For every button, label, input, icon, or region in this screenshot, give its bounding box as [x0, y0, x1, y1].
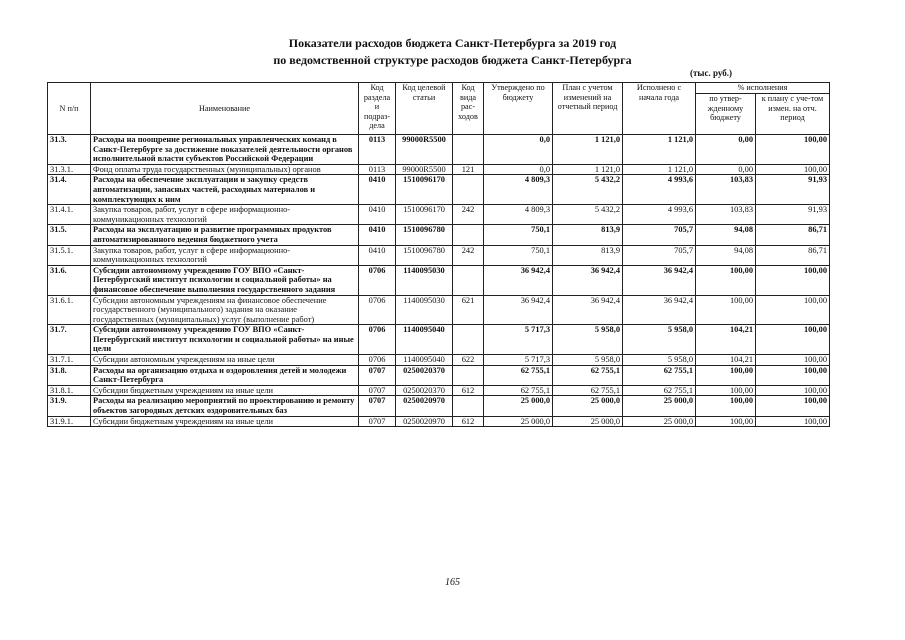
header-pct-plan: к плану с уче-том измен. на отч. период [756, 94, 830, 135]
row-name-cell: Расходы на реализацию мероприятий по проектированию и ремонту объектов загородных детских оздоровительных баз [91, 396, 359, 416]
row-number-cell: 31.7. [48, 325, 91, 355]
row-expense-type-cell [453, 175, 484, 205]
row-pct-budget-cell: 104,21 [696, 355, 756, 366]
row-executed-cell: 5 958,0 [623, 355, 696, 366]
table-row [48, 295, 830, 325]
row-name-cell: Закупка товаров, работ, услуг в сфере информационно-коммуникационных технологий [91, 205, 359, 225]
row-number-cell: 31.6. [48, 265, 91, 295]
table-body [48, 135, 830, 427]
table-row [48, 416, 830, 427]
row-approved-cell: 5 717,3 [484, 355, 553, 366]
row-name-cell: Субсидии автономному учреждению ГОУ ВПО «Санкт-Петербургский институт психологии и социальной работы» на финансовое обеспечение выполнения государственного задания [91, 265, 359, 295]
row-plan-cell: 62 755,1 [553, 365, 623, 385]
row-pct-plan-cell: 100,00 [756, 164, 830, 175]
page-number: 165 [445, 577, 460, 588]
table-row [48, 164, 830, 175]
row-executed-cell: 62 755,1 [623, 385, 696, 396]
row-expense-type-cell: 242 [453, 245, 484, 265]
row-pct-budget-cell: 94,08 [696, 225, 756, 245]
row-section-code-cell: 0706 [359, 355, 396, 366]
row-number-cell: 31.3. [48, 135, 91, 165]
row-pct-budget-cell: 100,00 [696, 396, 756, 416]
row-article-code-cell: 1140095040 [396, 355, 453, 366]
row-article-code-cell: 1140095040 [396, 325, 453, 355]
header-pct-budget: по утвер-жденному бюджету [696, 94, 756, 135]
row-number-cell: 31.9. [48, 396, 91, 416]
row-approved-cell: 0,0 [484, 135, 553, 165]
row-pct-plan-cell: 100,00 [756, 416, 830, 427]
row-section-code-cell: 0706 [359, 265, 396, 295]
header-pct-group: % исполнения [696, 83, 830, 94]
row-article-code-cell: 1510096170 [396, 175, 453, 205]
row-approved-cell: 62 755,1 [484, 385, 553, 396]
row-executed-cell: 5 958,0 [623, 325, 696, 355]
row-expense-type-cell: 242 [453, 205, 484, 225]
row-pct-budget-cell: 100,00 [696, 416, 756, 427]
row-expense-type-cell: 612 [453, 385, 484, 396]
row-number-cell: 31.6.1. [48, 295, 91, 325]
row-article-code-cell: 1510096780 [396, 225, 453, 245]
row-pct-plan-cell: 100,00 [756, 325, 830, 355]
row-plan-cell: 813,9 [553, 245, 623, 265]
row-approved-cell: 4 809,3 [484, 175, 553, 205]
row-pct-plan-cell: 86,71 [756, 245, 830, 265]
table-row [48, 135, 830, 165]
row-pct-plan-cell: 91,93 [756, 205, 830, 225]
row-section-code-cell: 0707 [359, 396, 396, 416]
row-pct-plan-cell: 100,00 [756, 385, 830, 396]
row-executed-cell: 36 942,4 [623, 295, 696, 325]
header-approved: Утверждено по бюджету [484, 83, 553, 135]
row-section-code-cell: 0410 [359, 245, 396, 265]
row-number-cell: 31.8. [48, 365, 91, 385]
row-approved-cell: 5 717,3 [484, 325, 553, 355]
report-title-line2: по ведомственной структуре расходов бюджета Санкт-Петербурга [273, 53, 632, 67]
row-section-code-cell: 0707 [359, 385, 396, 396]
table-row [48, 245, 830, 265]
row-article-code-cell: 1140095030 [396, 295, 453, 325]
row-name-cell: Субсидии бюджетным учреждениям на иные цели [91, 416, 359, 427]
header-article: Код целевой статьи [396, 83, 453, 135]
row-name-cell: Расходы на эксплуатацию и развитие программных продуктов автоматизированного ведения бюджетного учета [91, 225, 359, 245]
row-pct-plan-cell: 100,00 [756, 135, 830, 165]
row-expense-type-cell: 621 [453, 295, 484, 325]
row-executed-cell: 4 993,6 [623, 175, 696, 205]
row-approved-cell: 0,0 [484, 164, 553, 175]
row-pct-plan-cell: 100,00 [756, 295, 830, 325]
header-num: N п/п [48, 83, 91, 135]
row-section-code-cell: 0706 [359, 295, 396, 325]
row-name-cell: Субсидии автономному учреждению ГОУ ВПО «Санкт-Петербургский институт психологии и социальной работы» на иные цели [91, 325, 359, 355]
row-article-code-cell: 1510096170 [396, 205, 453, 225]
row-executed-cell: 1 121,0 [623, 164, 696, 175]
row-section-code-cell: 0410 [359, 225, 396, 245]
row-article-code-cell: 1510096780 [396, 245, 453, 265]
row-pct-budget-cell: 0,00 [696, 135, 756, 165]
row-number-cell: 31.5.1. [48, 245, 91, 265]
header-type: Код вида рас-ходов [453, 83, 484, 135]
row-approved-cell: 36 942,4 [484, 265, 553, 295]
table-row [48, 175, 830, 205]
header-section: Код раздела и подраз-дела [359, 83, 396, 135]
row-section-code-cell: 0113 [359, 135, 396, 165]
row-executed-cell: 36 942,4 [623, 265, 696, 295]
row-expense-type-cell: 622 [453, 355, 484, 366]
row-pct-budget-cell: 100,00 [696, 365, 756, 385]
header-plan: План с учетом изменений на отчетный период [553, 83, 623, 135]
row-article-code-cell: 0250020370 [396, 385, 453, 396]
row-name-cell: Расходы на обеспечение эксплуатации и закупку средств автоматизации, запасных частей, расходных материалов и комплектующих к ним [91, 175, 359, 205]
row-plan-cell: 5 958,0 [553, 355, 623, 366]
row-pct-plan-cell: 86,71 [756, 225, 830, 245]
row-number-cell: 31.8.1. [48, 385, 91, 396]
row-pct-plan-cell: 100,00 [756, 355, 830, 366]
row-approved-cell: 750,1 [484, 245, 553, 265]
row-section-code-cell: 0410 [359, 175, 396, 205]
row-name-cell: Субсидии бюджетным учреждениям на иные цели [91, 385, 359, 396]
row-approved-cell: 25 000,0 [484, 396, 553, 416]
table-row [48, 365, 830, 385]
row-executed-cell: 25 000,0 [623, 396, 696, 416]
row-article-code-cell: 0250020970 [396, 416, 453, 427]
row-expense-type-cell [453, 365, 484, 385]
row-pct-plan-cell: 100,00 [756, 265, 830, 295]
row-plan-cell: 25 000,0 [553, 416, 623, 427]
row-pct-plan-cell: 100,00 [756, 365, 830, 385]
row-plan-cell: 1 121,0 [553, 164, 623, 175]
row-expense-type-cell [453, 265, 484, 295]
row-section-code-cell: 0706 [359, 325, 396, 355]
header-name: Наименование [91, 83, 359, 135]
report-title-line1: Показатели расходов бюджета Санкт-Петербурга за 2019 год [288, 36, 617, 50]
row-approved-cell: 62 755,1 [484, 365, 553, 385]
row-pct-budget-cell: 103,83 [696, 175, 756, 205]
table-row [48, 205, 830, 225]
row-article-code-cell: 99000R5500 [396, 135, 453, 165]
row-executed-cell: 705,7 [623, 225, 696, 245]
row-executed-cell: 4 993,6 [623, 205, 696, 225]
row-expense-type-cell [453, 135, 484, 165]
row-plan-cell: 1 121,0 [553, 135, 623, 165]
row-article-code-cell: 99000R5500 [396, 164, 453, 175]
row-pct-budget-cell: 0,00 [696, 164, 756, 175]
row-number-cell: 31.4. [48, 175, 91, 205]
row-expense-type-cell: 121 [453, 164, 484, 175]
row-plan-cell: 25 000,0 [553, 396, 623, 416]
row-name-cell: Субсидии автономным учреждениям на финансовое обеспечение государственного (муниципального) задания на оказание государственных (муниципальных) услуг (выполнение работ) [91, 295, 359, 325]
row-pct-budget-cell: 100,00 [696, 295, 756, 325]
row-approved-cell: 750,1 [484, 225, 553, 245]
units-label: (тыс. руб.) [690, 68, 732, 78]
row-name-cell: Фонд оплаты труда государственных (муниципальных) органов [91, 164, 359, 175]
table-row [48, 225, 830, 245]
row-executed-cell: 705,7 [623, 245, 696, 265]
table-row [48, 265, 830, 295]
row-plan-cell: 813,9 [553, 225, 623, 245]
row-section-code-cell: 0707 [359, 365, 396, 385]
row-plan-cell: 5 958,0 [553, 325, 623, 355]
row-pct-budget-cell: 103,83 [696, 205, 756, 225]
row-approved-cell: 36 942,4 [484, 295, 553, 325]
budget-table [47, 82, 830, 427]
table-row [48, 325, 830, 355]
row-number-cell: 31.7.1. [48, 355, 91, 366]
row-name-cell: Расходы на поощрение региональных управленческих команд в Санкт-Петербурге за достижение показателей деятельности органов исполнительной власти субъектов Российской Федерации [91, 135, 359, 165]
row-executed-cell: 1 121,0 [623, 135, 696, 165]
row-pct-budget-cell: 100,00 [696, 265, 756, 295]
row-number-cell: 31.4.1. [48, 205, 91, 225]
row-name-cell: Расходы на организацию отдыха и оздоровления детей и молодежи Санкт-Петербурга [91, 365, 359, 385]
row-plan-cell: 5 432,2 [553, 175, 623, 205]
row-expense-type-cell [453, 225, 484, 245]
row-name-cell: Субсидии автономным учреждениям на иные цели [91, 355, 359, 366]
row-article-code-cell: 0250020970 [396, 396, 453, 416]
row-number-cell: 31.3.1. [48, 164, 91, 175]
row-number-cell: 31.5. [48, 225, 91, 245]
row-expense-type-cell [453, 396, 484, 416]
row-pct-plan-cell: 91,93 [756, 175, 830, 205]
row-pct-budget-cell: 94,08 [696, 245, 756, 265]
row-pct-plan-cell: 100,00 [756, 396, 830, 416]
row-executed-cell: 62 755,1 [623, 365, 696, 385]
row-plan-cell: 62 755,1 [553, 385, 623, 396]
row-expense-type-cell: 612 [453, 416, 484, 427]
row-section-code-cell: 0113 [359, 164, 396, 175]
row-article-code-cell: 1140095030 [396, 265, 453, 295]
row-number-cell: 31.9.1. [48, 416, 91, 427]
header-executed: Исполнено с начала года [623, 83, 696, 135]
row-name-cell: Закупка товаров, работ, услуг в сфере информационно-коммуникационных технологий [91, 245, 359, 265]
table-row [48, 385, 830, 396]
row-executed-cell: 25 000,0 [623, 416, 696, 427]
row-plan-cell: 36 942,4 [553, 295, 623, 325]
row-pct-budget-cell: 100,00 [696, 385, 756, 396]
table-row [48, 355, 830, 366]
row-plan-cell: 36 942,4 [553, 265, 623, 295]
row-pct-budget-cell: 104,21 [696, 325, 756, 355]
row-approved-cell: 25 000,0 [484, 416, 553, 427]
table-row [48, 396, 830, 416]
row-article-code-cell: 0250020370 [396, 365, 453, 385]
row-section-code-cell: 0707 [359, 416, 396, 427]
row-expense-type-cell [453, 325, 484, 355]
row-plan-cell: 5 432,2 [553, 205, 623, 225]
row-section-code-cell: 0410 [359, 205, 396, 225]
row-approved-cell: 4 809,3 [484, 205, 553, 225]
